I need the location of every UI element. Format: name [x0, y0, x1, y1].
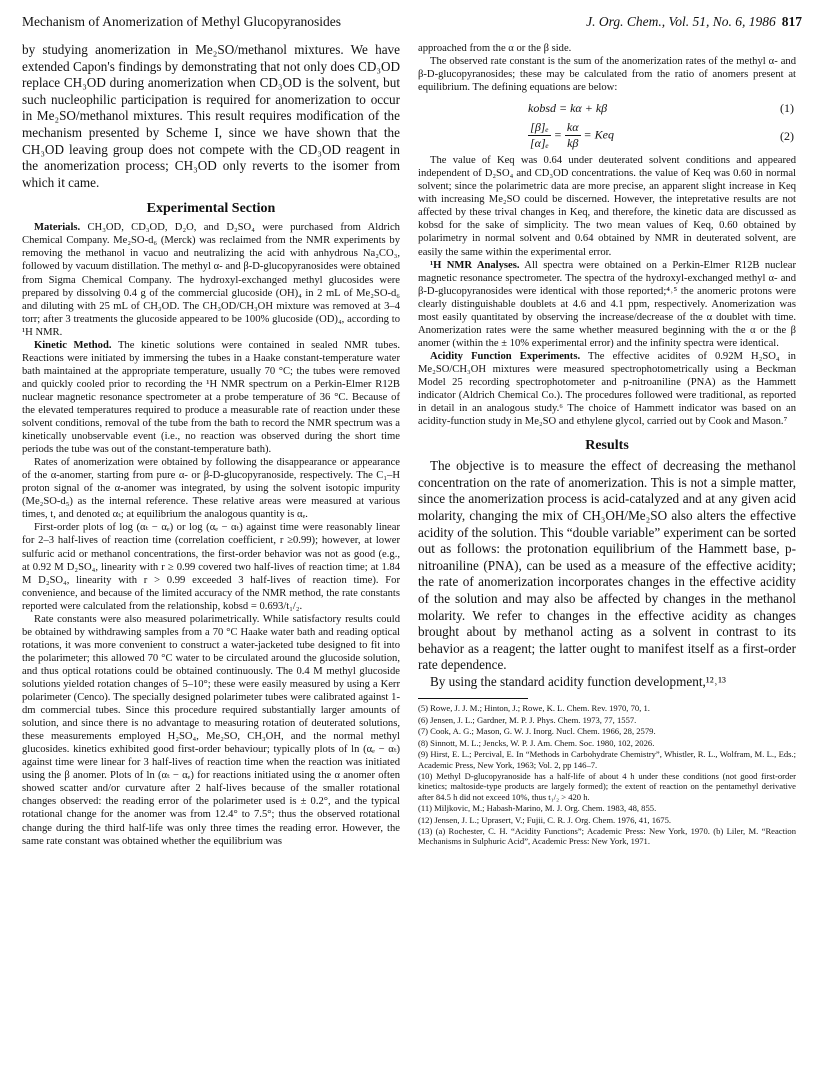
- frac-denominator: kβ: [567, 136, 579, 151]
- reference-list: [418, 703, 796, 846]
- reference-item: (13) (a) Rochester, C. H. “Acidity Functions”; Academic Press: New York, 1970. (b) Liler, M. “Reaction Mechanisms in Sulphuric Acid”, Academic Press: New York, 1971.: [418, 825, 796, 847]
- running-title: Mechanism of Anomerization of Methyl Glucopyranosides: [22, 14, 342, 29]
- first-order-paragraph: First-order plots of log (αₜ − αₑ) or log (αₑ − αₜ) against time were reasonably linear for 2–3 half-lives of reaction time (correlation coefficient, r ≥0.99); however, at lower sulfuric acid or methanol concentrations, the first-order behavior was not as good (e.g., at 0.92 M D₂SO₄, linearity with r ≥ 0.99 covered two half-lives of reaction time; at 1.84 M D₂SO₄, linearity with r > 0.99 exceeded 3 half-lives of reaction time). For convenience, and because of the limited accuracy of the NMR method, the rate constants reported were calculated from the relationship, kobsd = 0.693/t₁/₂.: [22, 522, 400, 612]
- journal-name: J. Org. Chem., Vol. 51, No. 6, 1986: [586, 14, 776, 29]
- equation-1-number: (1): [780, 101, 794, 116]
- polarimetric-paragraph: Rate constants were also measured polarimetrically. While satisfactory results could be obtained by withdrawing samples from a 70 °C Haake water bath and reading optical rotations, it was more convenient to construct a water-jacketed tube designed to fit into the polarimeter; this allowed 70 °C water to be circulated around the glucoside solution, and thus optical rotations could be obtained continuously. The 0.4 M methyl glucoside solutions yielded rotation changes of 5–10°; these were easily measured by using a Kerr polarimeter (Cenco). The specially designed polarimeter tubes were calibrated against 1-dm commercial tubes. Since this procedure required substantially larger amounts of solution, and since there is no advantage to measuring rotation of deuterated solutions, these measurements employed H₂SO₄, Me₂SO, CH₃OH, and the normal methyl glucosides. kinetics exhibited good first-order behaviour; typically plots of ln (αₑ − αₜ) against time were linear for 3 half-lives of reaction time when the reaction was initiated using the β anomer. Plots of ln (αₜ − αₑ) for reactions initiated using the α anomer often showed scatter and/or curvature after 2 half-lives because of the smaller rotational changes observed: the reading error of the polarimeter used is ± 0.2°, and the typical rotational change for the anomer was from 12.4° to 7.5°; thus the observed rotational change during the third half-life was only three times the reading error. However, the same rate constant was obtained whether the equilibrium was: [22, 613, 400, 847]
- kinetic-runin: Kinetic Method.: [34, 339, 112, 351]
- reference-item: (7) Cook, A. G.; Mason, G. W. J. Inorg. Nucl. Chem. 1966, 28, 2579.: [418, 726, 656, 737]
- equation-2-body: $\frac{\text{[β]ₑ}}{\text{[α]ₑ}}$ = $\frac{k\alpha}{k\beta}$ = Keq: [530, 120, 614, 151]
- section-heading-experimental: Experimental Section: [146, 201, 276, 217]
- nmr-paragraph: [418, 259, 796, 350]
- results-paragraph-2: By using the standard acidity function development,¹²˒¹³: [430, 673, 726, 689]
- continuation-paragraph: approached from the α or the β side.: [418, 43, 572, 54]
- left-column: [22, 42, 400, 848]
- equation-2-ratio-rates: [565, 120, 581, 151]
- intro-paragraph: by studying anomerization in Me₂SO/methanol mixtures. We have extended Capon's findings by demonstrating that not only does CD₃OD replace CH₃OD during anomerization when CD₃OD is the solvent, but such nucleophilic participation is required for anomerization to occur in Me₂SO/methanol mixtures. This result requires modification of the mechanism presented by Scheme I, since we have shown that the CH₃OD leaving group does not compete with the CD₃OD reagent in the anomerization process; CH₃OD only reverts to the isomer from which it came.: [22, 42, 400, 190]
- nmr-text: All spectra were obtained on a Perkin-Elmer R12B nuclear magnetic resonance spectrometer. The spectra of the hydroxyl-exchanged methyl α- and β-D-glucopyranosides were identical with those reported;⁴˒⁵ the anomeric protons were clearly distinguishable doublets at 4.6 and 4.1 ppm, respectively. Anomerization was most easily quantitated by observing the increase/decrease of the α doublet with time. Anomerization rates were the same whether measured beginning with the α or the β anomer (within the ± 10% experimental error) and the infinity spectra were identical.: [418, 259, 796, 349]
- acidity-text: The effective acidites of 0.92M H₂SO₄ in Me₂SO/CH₃OH mixtures were measured spectrophotometrically using a Beckman Model 25 recording spectrophotometer and p-nitroaniline (PNA) as the Hammett indicator (Aldrich Chemical Co.). The procedures followed were traditional, as reported in detail in an analogous study.⁶ The choice of Hammett indicator was based on an acidity-function study in Me₂SO and ethylene glycol, carried out by Cook and Mason.⁷: [418, 350, 796, 428]
- reference-item: (5) Rowe, J. J. M.; Hinton, J.; Rowe, K. L. Chem. Rev. 1970, 70, 1.: [418, 703, 650, 714]
- kinetic-text: The kinetic solutions were contained in sealed NMR tubes. Reactions were initiated by immersing the tubes in a Haake constant-temperature water bath maintained at the appropriate temperature, usually 70 °C; the tubes were removed and quickly cooled prior to recording the ¹H NMR spectrum on a Perkin-Elmer R12B nuclear magnetic resonance spectrometer at a probe temperature of 36 °C. Because of the elevated temperatures required to produce a measurable rate of reaction under these solvent conditions, removal of the tube from the bath to record the NMR spectrum was a kinetically unobservable event (i.e., no reaction was observed during the short time periods the tube was out of the constant-temperature bath).: [22, 339, 400, 456]
- frac-numerator: [β]ₑ: [528, 120, 551, 136]
- equation-2-ratio-anomers: [528, 120, 551, 151]
- reference-item: (6) Jensen, J. L.; Gardner, M. P. J. Phys. Chem. 1973, 77, 1557.: [418, 714, 637, 725]
- running-head: [22, 14, 802, 32]
- kinetic-paragraph: [22, 339, 400, 456]
- reference-item: (10) Methyl D-glucopyranoside has a half-life of about 4 h under these conditions (not good first-order kinetics; maltoside-type products are largely formed); the extent of reaction on the pentamethyl derivative after 84.5 h did not exceed 10%, thus t₁/₂ > 420 h.: [418, 770, 796, 802]
- frac-denominator: [α]ₑ: [530, 136, 549, 151]
- observed-rate-paragraph: The observed rate constant is the sum of the anomerization rates of the methyl α- and β-D-glucopyranosides; these may be calculated from the ratio of anomers present at equilibrium. The defining equations are below:: [418, 56, 796, 94]
- right-column: [418, 42, 796, 848]
- equation-2-number: (2): [780, 129, 794, 144]
- section-heading-results: Results: [585, 438, 629, 454]
- reference-item: (8) Sinnott, M. L.; Jencks, W. P. J. Am. Chem. Soc. 1980, 102, 2026.: [418, 737, 655, 748]
- acidity-paragraph: [418, 350, 796, 428]
- footnote-divider: [418, 698, 528, 699]
- materials-text: CH₃OD, CD₃OD, D₂O, and D₂SO₄ were purchased from Aldrich Chemical Company. Me₂SO-d₆ (Merck) was reclaimed from the NMR experiments by removing the methanol in vacuo and neutralizing the acid with anhydrous Na₂CO₃, followed by vacuum distillation. The methyl α- and β-D-glucopyranosides were obtained from Sigma Chemical Company. The hydroxyl-exchanged methyl glucosides were prepared by dissolving 0.4 g of the commercial glucoside (OH)₄ in 2 mL of Me₂SO-d₆ and diluting with 25 mL of CH₃OD. The CH₃OD/CH₃OH mixture was removed at 3–4 torr; after 3 treatments the glucoside appeared to be 100% glucoside (OD)₄, according to ¹H NMR.: [22, 222, 400, 338]
- rates-paragraph: Rates of anomerization were obtained by following the disappearance or appearance of the α-anomer, starting from pure α- or β-D-glucopyranoside, respectively. The C₁–H proton signal of the α-anomer was integrated, by using the solvent isotopic impurity (Me₂SO-d₅) as the internal reference. These relative areas were measured at various times, t, and denoted αₜ; at equilibrium the analogous quantity is αₑ.: [22, 457, 400, 521]
- page-number: 817: [781, 14, 802, 29]
- equation-1-body: kobsd = kα + kβ: [528, 101, 608, 116]
- frac-numerator: kα: [566, 120, 579, 135]
- equation-2-rhs: = Keq: [583, 127, 614, 142]
- journal-citation: [586, 14, 802, 30]
- results-paragraph-1: The objective is to measure the effect of decreasing the methanol concentration on the rate of anomerization. This is not a simple matter, since the anomerization process is acid-catalyzed and at any given acid molarity, changing the mix of CH₃OH/Me₂SO also alters the effective acidity of the solution. This “double variable” experiment can be sorted out as follows: the protonation equilibrium of the Hammett base, p-nitroaniline (PNA), can be used as a measure of the effective acidity; the rate of anomerization incorporates changes in the effective acidity of the solution and may also be affected by changes in the methanol molarity. We refer to changes in the effective acidity as changes brought about by methanol acting as a solvent in contrast to its behavior as a reagent; the latter ought to manifest itself as a first-order rate dependence.: [418, 458, 796, 673]
- equation-2: [418, 120, 796, 154]
- nmr-runin: ¹H NMR Analyses.: [430, 259, 520, 271]
- reference-item: (11) Miljkovic, M.; Habash-Marino, M. J. Org. Chem. 1983, 48, 855.: [418, 803, 657, 814]
- reference-item: (12) Jensen, J. L.; Uprasert, V.; Fujii, C. R. J. Org. Chem. 1976, 41, 1675.: [418, 814, 672, 825]
- keq-paragraph: The value of Keq was 0.64 under deuterated solvent conditions and appeared independent of D₂SO₄ and CD₃OD concentrations. the value of Keq was 0.60 in normal solvent; since the polarimetric data are more precise, an apparent slight increase in Keq with increasing Me₂SO could be discerned. However, the intepretative results are not affected by these trival changes in Keq, and therefore, the kinetic data are discussed as kobsd for the sake of simplicity. The two mean values of Keq, 0.60 obtained by polarimetry in normal solvent and 0.64 obtained by NMR in deuterated solvent, are easily the same within the experimental error.: [418, 155, 796, 258]
- acidity-runin: Acidity Function Experiments.: [430, 350, 581, 362]
- reference-item: (9) Hirst, E. L.; Percival, E. In “Methods in Carbohydrate Chemistry”, Whistler, R. L., Wolfram, M. L., Eds.; Academic Press, New York, 1963; Vol. 2, pp 146–7.: [418, 749, 796, 770]
- materials-runin: Materials.: [34, 222, 81, 234]
- equation-1: [418, 98, 796, 120]
- materials-paragraph: [22, 221, 400, 338]
